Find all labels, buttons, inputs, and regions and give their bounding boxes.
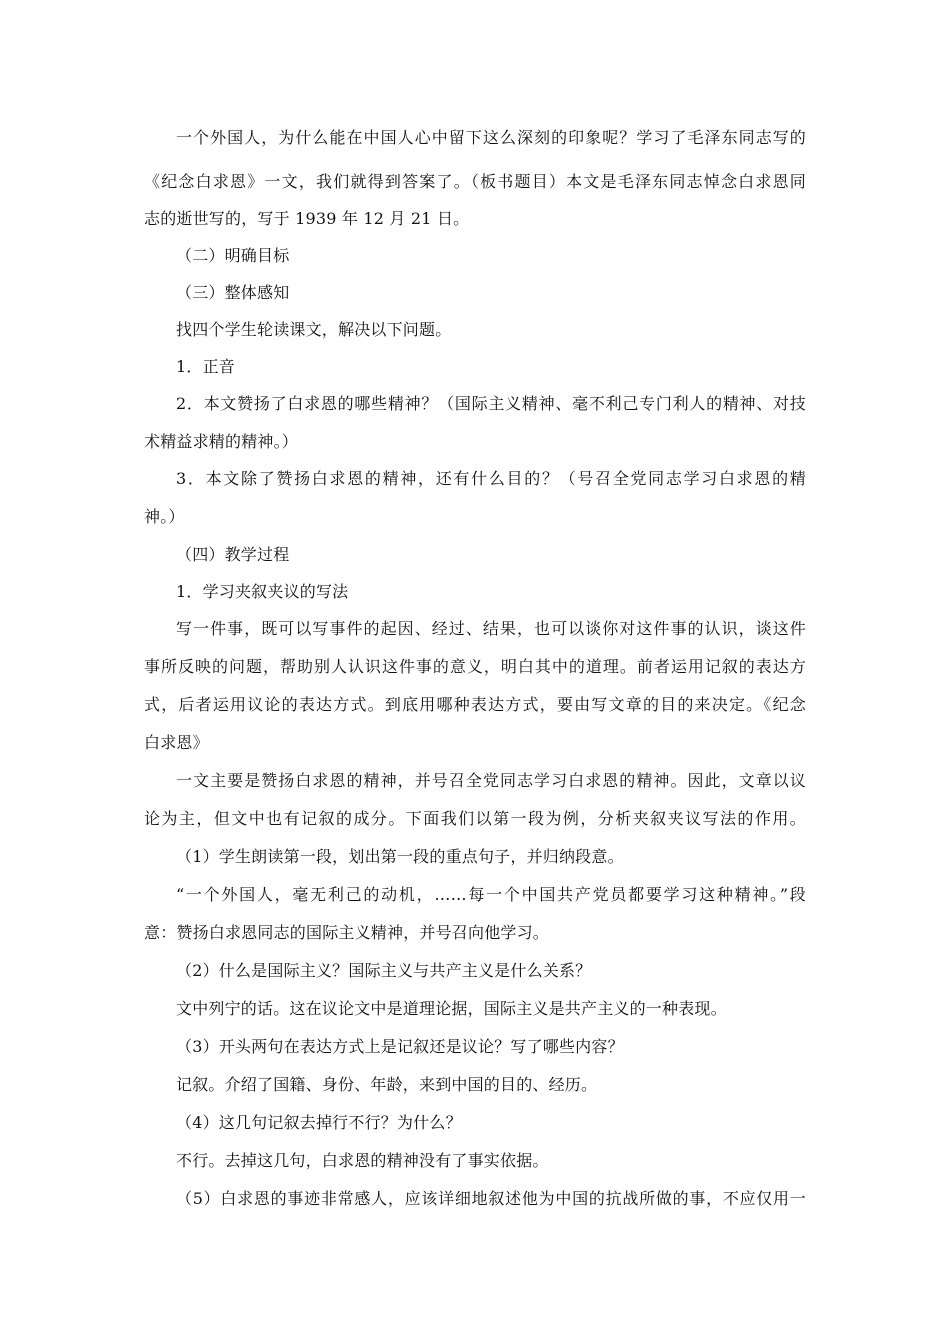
text-line: 白求恩》 (144, 733, 209, 752)
list-item: （2）什么是国际主义？国际主义与共产主义是什么关系？ (176, 961, 592, 980)
section-heading: （四）教学过程 (176, 545, 290, 564)
text-line: 一个外国人，为什么能在中国人心中留下这么深刻的印象呢？学习了毛泽东同志写的 (176, 128, 806, 147)
list-item: 1．正音 (176, 357, 235, 376)
section-heading: （三）整体感知 (176, 283, 290, 302)
text-line: 式，后者运用议论的表达方式。到底用哪种表达方式，要由写文章的目的来决定。《纪念 (144, 695, 806, 714)
list-item: （3）开头两句在表达方式上是记叙还是议论？写了哪些内容？ (176, 1037, 624, 1056)
list-item: 3．本文除了赞扬白求恩的精神，还有什么目的？（号召全党同志学习白求恩的精 (176, 469, 806, 488)
list-item: （5）白求恩的事迹非常感人，应该详细地叙述他为中国的抗战所做的事，不应仅用一 (176, 1189, 806, 1208)
list-item: （4）这几句记叙去掉行不行？为什么？ (176, 1113, 462, 1132)
text-line: 事所反映的问题，帮助别人认识这件事的意义，明白其中的道理。前者运用记叙的表达方 (144, 657, 806, 676)
list-item: 2．本文赞扬了白求恩的哪些精神？（国际主义精神、毫不利己专门利人的精神、对技 (176, 394, 806, 413)
text-line: 意：赞扬白求恩同志的国际主义精神，并号召向他学习。 (144, 923, 550, 942)
text-line: 不行。去掉这几句，白求恩的精神没有了事实依据。 (176, 1151, 549, 1170)
list-item: 1．学习夹叙夹议的写法 (176, 582, 349, 601)
text-line: 文中列宁的话。这在议论文中是道理论据，国际主义是共产主义的一种表现。 (176, 999, 727, 1018)
text-line: 找四个学生轮读课文，解决以下问题。 (176, 320, 452, 339)
text-line: 一文主要是赞扬白求恩的精神，并号召全党同志学习白求恩的精神。因此，文章以议 (176, 771, 806, 790)
text-line: 记叙。介绍了国籍、身份、年龄，来到中国的目的、经历。 (176, 1075, 598, 1094)
text-line: 志的逝世写的，写于 1939 年 12 月 21 日。 (144, 209, 470, 228)
text-line: 论为主，但文中也有记叙的成分。下面我们以第一段为例，分析夹叙夹议写法的作用。 (144, 809, 806, 828)
text-line: “一个外国人，毫无利己的动机，……每一个中国共产党员都要学习这种精神。”段 (176, 885, 806, 904)
text-line: 《纪念白求恩》一文，我们就得到答案了。（板书题目）本文是毛泽东同志悼念白求恩同 (144, 172, 806, 191)
text-line: 术精益求精的精神。） (144, 432, 299, 451)
section-heading: （二）明确目标 (176, 246, 290, 265)
text-line: 写一件事，既可以写事件的起因、经过、结果，也可以谈你对这件事的认识，谈这件 (176, 619, 806, 638)
list-item: （1）学生朗读第一段，划出第一段的重点句子，并归纳段意。 (176, 847, 624, 866)
text-line: 神。） (144, 507, 185, 526)
